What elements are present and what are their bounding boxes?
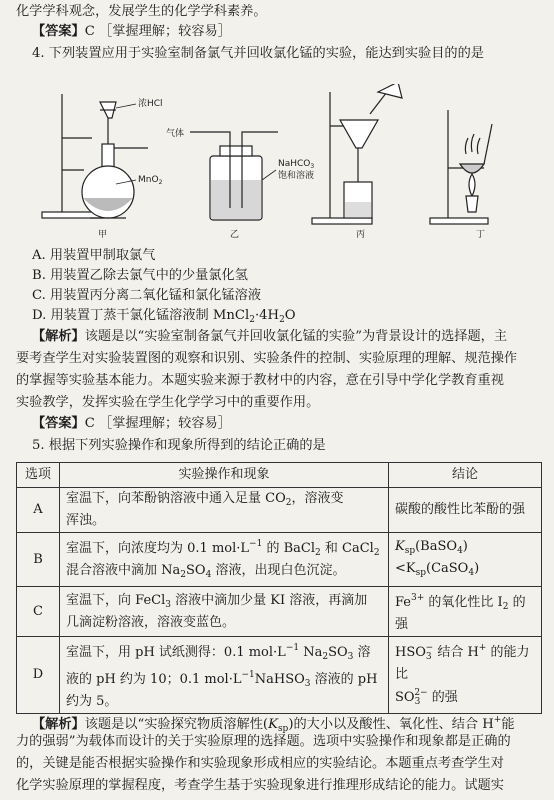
row-option-label: D (17, 637, 60, 714)
apparatus-jia (42, 94, 148, 218)
answer-tag: 【答案】 (32, 24, 85, 39)
row-operation: 室温下，向苯酚钠溶液中通入足量 $CO_2$，溶液变 浑浊。 (60, 488, 389, 533)
option-b: B. 用装置乙除去氯气中的少量氯化氢 (32, 268, 248, 283)
row-option-label: C (17, 587, 60, 637)
table-header-row (17, 463, 542, 488)
table-row (17, 637, 542, 714)
row-operation: 室温下，向 FeCl$_3$ 溶液中滴加少量 KI 溶液，再滴加 几滴淀粉溶液，溶液变蓝色。 (60, 587, 389, 637)
caption-jia: 甲 (98, 230, 108, 240)
analysis-q5-line2: 力的强弱”为载体而设计的关于实验原理的选择题。选项中实验操作和现象都是正确的 (16, 734, 511, 749)
apparatus-figure (40, 84, 530, 244)
analysis-tag: 【解析】 (32, 717, 85, 732)
option-a: A. 用装置甲制取氯气 (32, 248, 156, 263)
text-line-intro: 化学学科观念，发展学生的化学学科素养。 (16, 4, 267, 19)
apparatus-bing (312, 84, 402, 224)
answer-text: C ［掌握理解；较容易］ (84, 24, 231, 39)
analysis-q5-line1: 【解析】该题是以“实验探究物质溶解性$(K_{sp})$的大小以及酸性、氧化性、结合 H+能 (32, 715, 515, 734)
col-header-operation: 实验操作和现象 (60, 463, 389, 488)
question-4: 4. 下列装置应用于实验室制备氯气并回收氯化锰的实验，能达到实验目的的是 (32, 46, 484, 61)
caption-bing: 丙 (356, 230, 366, 240)
caption-yi: 乙 (230, 230, 240, 240)
option-d: D. 用装置丁蒸干氯化锰溶液制 $MnCl_2\cdot 4H_2O$ (32, 308, 296, 325)
row-conclusion: $HSO_3^-$ 结合 H+ 的能力比 $SO_3^{2-}$ 的强 (389, 637, 542, 714)
option-c: C. 用装置丙分离二氧化锰和氯化锰溶液 (32, 288, 262, 303)
table-row (17, 488, 542, 533)
analysis-q5-line3: 的，关键是能否根据实验操作和实验现象形成相应的实验结论。本题重点考查学生对 (16, 756, 504, 771)
apparatus-yi (190, 132, 278, 220)
question-5: 5. 根据下列实验操作和现象所得到的结论正确的是 (32, 438, 326, 453)
label-mno2: MnO$_2$ (138, 175, 163, 186)
row-conclusion: $K_{sp}(BaSO_4)<K_{sp}(CaSO_4)$ (389, 533, 542, 587)
analysis-q4-line4: 实验教学，发挥实验在学生化学学习中的重要作用。 (16, 395, 320, 410)
row-option-label: A (17, 488, 60, 533)
analysis-q5-line4: 化学实验原理的掌握程度，考查学生基于实验现象进行推理形成结论的能力。试题实 (16, 778, 504, 793)
answer-q4: 【答案】C ［掌握理解；较容易］ (32, 416, 231, 431)
label-conc-hcl: 浓HCl (138, 99, 163, 109)
row-conclusion: $Fe^{3+}$ 的氧化性比 $I_2$ 的强 (389, 587, 542, 637)
analysis-q4-line3: 的掌握等实验基本能力。本题实验来源于教材中的内容，意在引导中学化学教育重视 (16, 373, 504, 388)
caption-ding: 丁 (476, 230, 486, 240)
answer-tag: 【答案】 (32, 416, 85, 431)
table-row (17, 533, 542, 587)
row-option-label: B (17, 533, 60, 587)
analysis-q4-line2: 要考查学生对实验装置图的观察和识别、实验条件的控制、实验原理的理解、规范操作 (16, 351, 518, 366)
col-header-option: 选项 (17, 463, 60, 488)
label-gas: 气体 (166, 129, 185, 139)
row-conclusion: 碳酸的酸性比苯酚的强 (389, 488, 542, 533)
answer-q3 (32, 22, 544, 42)
row-operation: 室温下，向浓度均为 0.1 $mol\cdot L^{-1}$ 的 BaCl$_2$ 和 CaCl$_2$ 混合溶液中滴加 $Na_2SO_4$ 溶液，出现白色沉淀。 (60, 533, 389, 587)
col-header-conclusion: 结论 (389, 463, 542, 488)
analysis-q4-line1: 【解析】该题是以“实验室制备氯气并回收氯化锰的实验”为背景设计的选择题，主 (32, 329, 508, 344)
analysis-tag: 【解析】 (32, 329, 85, 344)
label-saturated-solution: 饱和溶液 (278, 171, 315, 181)
row-operation: 室温下，用 pH 试纸测得：0.1 $mol\cdot L^{-1}$ $Na_2SO_3$ 溶 液的 pH 约为 10；0.1 $mol\cdot L^{-1}NaHSO_3$ 溶液的 pH 约为 5。 (60, 637, 389, 714)
question-5-table (16, 462, 542, 714)
label-nahco3: NaHCO$_3$ (278, 159, 315, 170)
table-row (17, 587, 542, 637)
apparatus-ding (430, 110, 492, 224)
